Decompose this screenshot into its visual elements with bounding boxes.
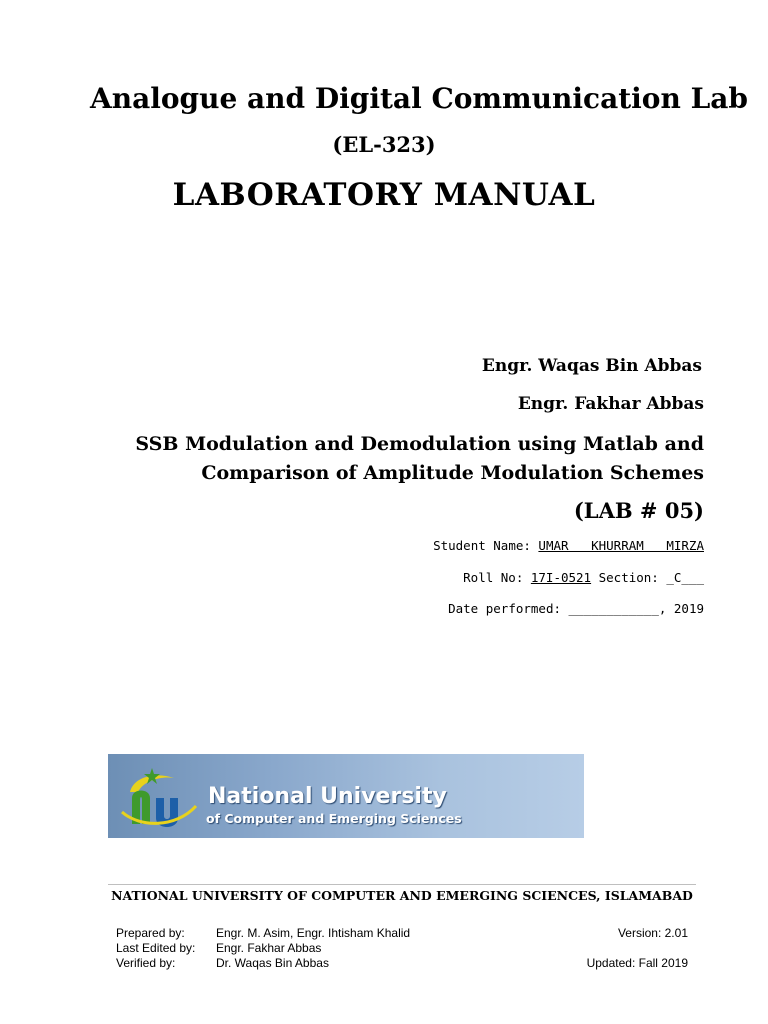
lab-number: (LAB # 05) (573, 498, 704, 523)
last-edited-value: Engr. Fakhar Abbas (216, 941, 322, 955)
author-2: Engr. Fakhar Abbas (517, 394, 704, 414)
logo-text-line-2: of Computer and Emerging Sciences (206, 811, 462, 826)
prepared-by-label: Prepared by: (116, 926, 185, 940)
date-label: Date performed: (448, 601, 569, 616)
version-label: Version: 2.01 (617, 926, 688, 940)
logo-text-line-1: National University (208, 784, 447, 809)
student-name-label: Student Name: (433, 538, 539, 553)
prepared-by-value: Engr. M. Asim, Engr. Ihtisham Khalid (216, 926, 411, 940)
university-logo-banner (108, 754, 584, 838)
footer-divider (108, 884, 696, 885)
lab-title-line-1: SSB Modulation and Demodulation using Matlab and (135, 433, 704, 455)
lab-title (104, 430, 704, 488)
verified-by-label: Verified by: (116, 956, 176, 970)
roll-label: Roll No: (463, 570, 531, 585)
lab-title-line-2: Comparison of Amplitude Modulation Schemes (201, 462, 704, 484)
verified-by-value: Dr. Waqas Bin Abbas (216, 956, 329, 970)
author-1: Engr. Waqas Bin Abbas (481, 356, 702, 376)
student-name-value: UMAR KHURRAM MIRZA (538, 538, 704, 553)
date-year: , 2019 (658, 601, 704, 616)
updated-label: Updated: Fall 2019 (586, 956, 688, 970)
course-code: (EL-323) (332, 132, 436, 157)
manual-title: LABORATORY MANUAL (172, 177, 596, 213)
date-field (448, 601, 704, 616)
university-name: NATIONAL UNIVERSITY OF COMPUTER AND EMERGING SCIENCES, ISLAMABAD (111, 888, 693, 903)
roll-value: 17I-0521 (530, 570, 592, 585)
date-blank: ____________ (568, 601, 659, 616)
student-name-field (433, 538, 704, 553)
last-edited-label: Last Edited by: (116, 941, 196, 955)
section-label: Section: (591, 570, 667, 585)
course-title: Analogue and Digital Communication Lab (90, 82, 748, 115)
nu-logo-icon (116, 762, 206, 834)
roll-section-field (463, 570, 704, 585)
section-value: _C___ (666, 570, 704, 585)
